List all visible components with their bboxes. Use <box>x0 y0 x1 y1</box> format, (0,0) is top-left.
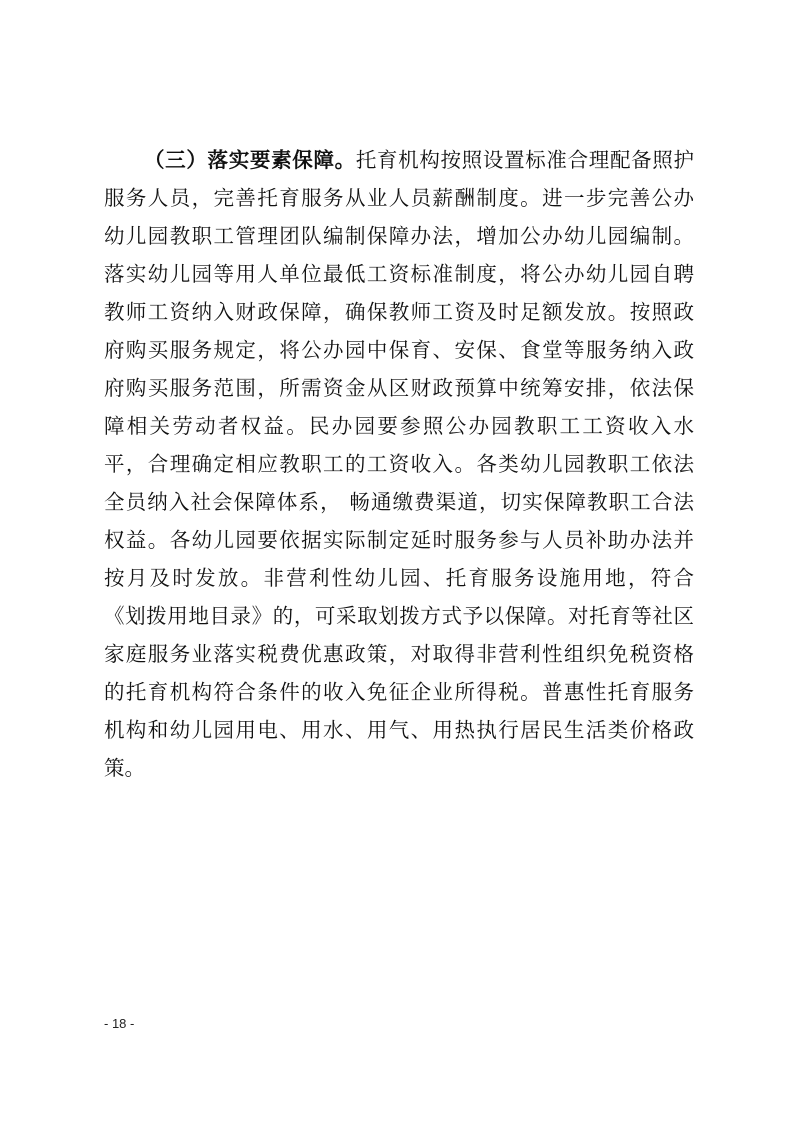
paragraph-line: 机构和幼儿园用电、用水、用气、用热执行居民生活类价格政 <box>104 718 694 742</box>
paragraph-line: 的托育机构符合条件的收入免征企业所得税。普惠性托育服务 <box>104 680 694 704</box>
section-heading: （三）落实要素保障。 <box>144 148 356 172</box>
paragraph-line: 《划拨用地目录》的，可采取划拨方式予以保障。对托育等社区 <box>104 604 694 628</box>
paragraph-line: 幼儿园教职工管理团队编制保障办法，增加公办幼儿园编制。 <box>104 224 694 248</box>
paragraph-line: 托育机构按照设置标准合理配备照护 <box>355 148 695 172</box>
page-number: - 18 - <box>104 1016 135 1031</box>
paragraph-line: 平，合理确定相应教职工的工资收入。各类幼儿园教职工依法 <box>104 452 694 476</box>
paragraph-line: 落实幼儿园等用人单位最低工资标准制度，将公办幼儿园自聘 <box>104 262 694 286</box>
paragraph-line: 全员纳入社会保障体系， 畅通缴费渠道，切实保障教职工合法 <box>104 490 694 514</box>
paragraph-line: 服务人员，完善托育服务从业人员薪酬制度。进一步完善公办 <box>104 186 694 210</box>
paragraph-line: 家庭服务业落实税费优惠政策，对取得非营利性组织免税资格 <box>104 642 694 666</box>
paragraph-line: 权益。各幼儿园要依据实际制定延时服务参与人员补助办法并 <box>104 528 694 552</box>
paragraph-body <box>104 141 694 787</box>
paragraph-line: 策。 <box>104 756 145 780</box>
paragraph-line: 府购买服务范围，所需资金从区财政预算中统筹安排，依法保 <box>104 376 694 400</box>
paragraph-first-line <box>104 141 694 179</box>
paragraph-line: 教师工资纳入财政保障，确保教师工资及时足额发放。按照政 <box>104 300 694 324</box>
paragraph-line: 府购买服务规定，将公办园中保育、安保、食堂等服务纳入政 <box>104 338 694 362</box>
paragraph-line: 按月及时发放。非营利性幼儿园、托育服务设施用地，符合 <box>104 566 694 590</box>
paragraph-line: 障相关劳动者权益。民办园要参照公办园教职工工资收入水 <box>104 414 694 438</box>
